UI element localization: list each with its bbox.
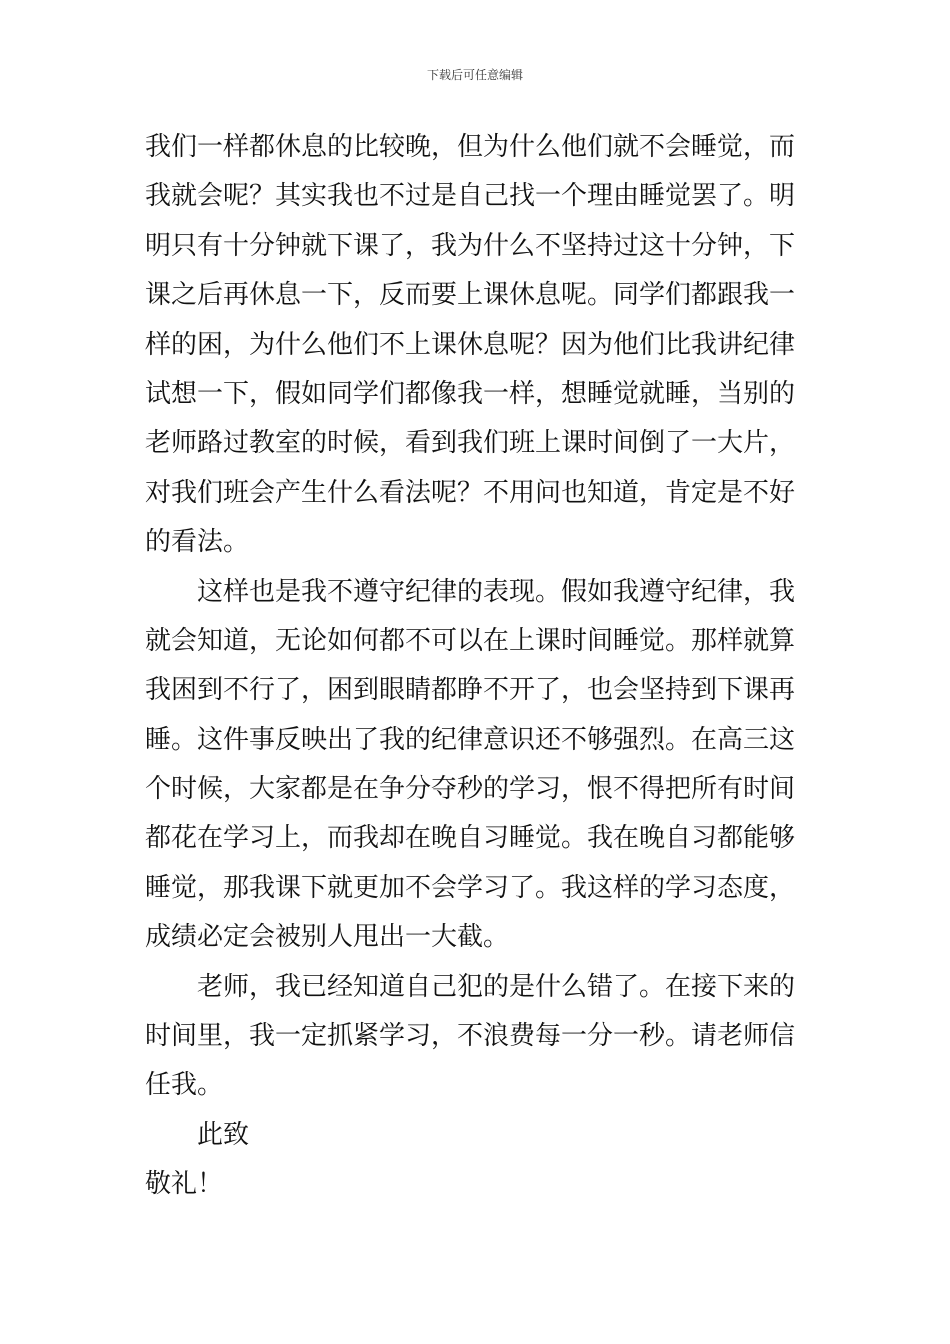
letter-body (145, 123, 810, 1210)
text-line: 任我。 (145, 1070, 224, 1101)
text-line: 老师，我已经知道自己犯的是什么错了。在接下来的 (197, 971, 796, 1002)
text-line: 睡觉，那我课下就更加不会学习了。我这样的学习态度， (145, 872, 796, 903)
text-line: 我就会呢？其实我也不过是自己找一个理由睡觉罢了。明 (145, 181, 796, 212)
page-header: 下载后可任意编辑 (426, 68, 523, 82)
text-line: 成绩必定会被别人甩出一大截。 (145, 922, 510, 953)
text-line: 我们一样都休息的比较晚，但为什么他们就不会睡觉，而 (145, 132, 796, 162)
text-line: 试想一下，假如同学们都像我一样，想睡觉就睡，当别的 (145, 378, 796, 409)
text-line: 样的困，为什么他们不上课休息呢？因为他们比我讲纪律 (145, 329, 796, 360)
text-line: 个时候，大家都是在争分夺秒的学习，恨不得把所有时间 (145, 774, 796, 805)
text-line: 时间里，我一定抓紧学习，不浪费每一分一秒。请老师信 (145, 1021, 796, 1052)
text-line: 课之后再休息一下，反而要上课休息呢。同学们都跟我一 (145, 280, 796, 311)
text-line: 对我们班会产生什么看法呢？不用问也知道，肯定是不好 (145, 477, 796, 508)
paragraph (145, 568, 810, 963)
text-line: 的看法。 (145, 527, 250, 558)
text-line: 这样也是我不遵守纪律的表现。假如我遵守纪律，我 (197, 576, 796, 607)
text-line: 都花在学习上，而我却在晚自习睡觉。我在晚自习都能够 (145, 823, 796, 854)
closing-line: 此致 (197, 1119, 250, 1150)
text-line: 明只有十分钟就下课了，我为什么不坚持过这十分钟，下 (145, 230, 796, 261)
text-line: 老师路过教室的时候，看到我们班上课时间倒了一大片， (145, 428, 796, 459)
paragraph (145, 963, 810, 1111)
text-line: 我困到不行了，困到眼睛都睁不开了，也会坚持到下课再 (145, 675, 796, 706)
salutation-line: 敬礼！ (145, 1169, 224, 1200)
text-line: 睡。这件事反映出了我的纪律意识还不够强烈。在高三这 (145, 724, 796, 755)
text-line: 就会知道，无论如何都不可以在上课时间睡觉。那样就算 (145, 625, 796, 656)
paragraph (145, 123, 810, 568)
